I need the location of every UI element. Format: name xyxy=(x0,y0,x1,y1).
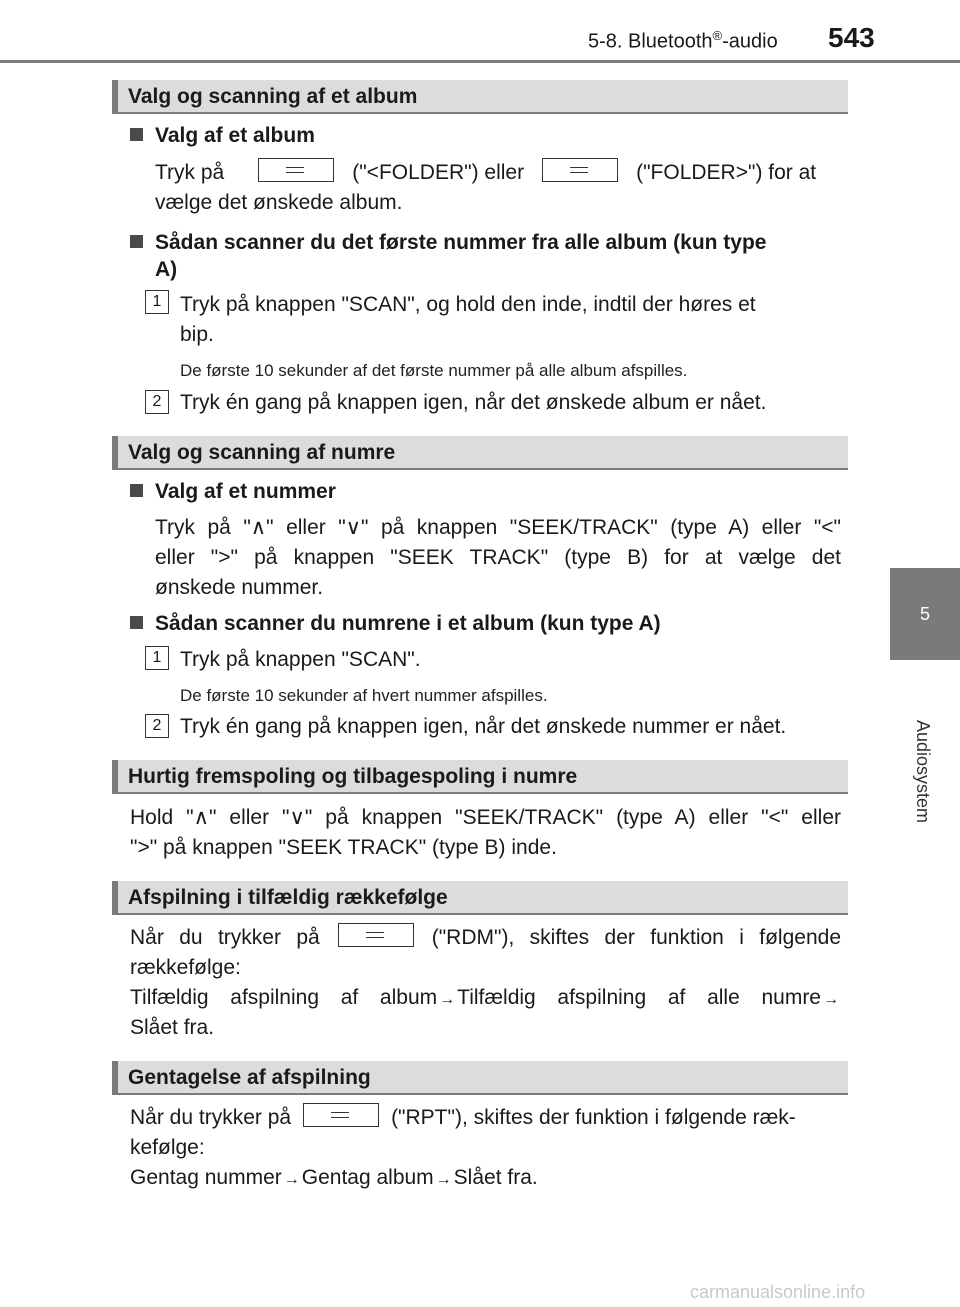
step-number: 2 xyxy=(145,714,169,738)
tracks-step1-text: Tryk på knappen "SCAN". xyxy=(180,648,421,671)
album-step1-line-1: Tryk på knappen "SCAN", og hold den inde, indtil der høres et xyxy=(180,293,756,316)
step-number: 1 xyxy=(145,646,169,670)
chapter-label: Audiosystem xyxy=(913,720,933,824)
random-flow-end: Slået fra. xyxy=(130,1016,215,1039)
step-number: 1 xyxy=(145,290,169,314)
rdm-button-icon xyxy=(338,923,414,947)
section-title-repeat: Gentagelse af afspilning xyxy=(112,1061,848,1095)
select-album-line-2: vælge det ønskede album. xyxy=(155,191,403,214)
tracks-step2-text: Tryk én gang på knappen igen, når det ønskede nummer er nået. xyxy=(180,715,787,738)
album-step2-text: Tryk én gang på knappen igen, når det ønskede album er nået. xyxy=(180,391,767,414)
bullet-square-icon xyxy=(130,484,143,497)
arrow-right-icon: → xyxy=(435,1171,452,1188)
watermark: carmanualsonline.info xyxy=(690,1282,866,1302)
folder-down-button-icon xyxy=(258,158,334,182)
tracks-step1-note: De første 10 sekunder af hvert nummer afspilles. xyxy=(180,686,548,705)
folder-up-button-icon xyxy=(542,158,618,182)
section-title-random: Afspilning i tilfældig rækkefølge xyxy=(112,881,848,915)
ffrew-line-2: ">" på knappen "SEEK TRACK" (type B) inde. xyxy=(130,836,557,859)
random-flow: Tilfældig afspilning af album →Tilfældig afspilning af alle numre → xyxy=(130,983,841,1015)
subheading-scan-album-cont: A) xyxy=(155,258,178,281)
subheading-scan-tracks: Sådan scanner du numrene i et album (kun type A) xyxy=(130,612,661,636)
repeat-flow: Gentag nummer →Gentag album →Slået fra. xyxy=(130,1163,538,1195)
arrow-right-icon: → xyxy=(283,1171,300,1188)
step-number: 2 xyxy=(145,390,169,414)
select-track-line-3: ønskede nummer. xyxy=(155,576,324,599)
rpt-button-icon xyxy=(303,1103,379,1127)
random-line-2: rækkefølge: xyxy=(130,956,241,979)
section-title-ffrew: Hurtig fremspoling og tilbagespoling i numre xyxy=(112,760,848,794)
section-title-tracks: Valg og scanning af numre xyxy=(112,436,848,470)
repeat-line-2: kefølge: xyxy=(130,1136,205,1159)
subheading-select-track: Valg af et nummer xyxy=(130,480,336,504)
header-divider xyxy=(0,60,960,63)
chapter-tab[interactable]: 5 xyxy=(890,568,960,660)
repeat-line-1: Når du trykker på ("RPT"), skiftes der funktion i følgende ræk- xyxy=(130,1103,796,1133)
page-number: 543 xyxy=(828,22,875,53)
arrow-right-icon: → xyxy=(823,991,839,1008)
select-track-line-1: Tryk på "∧" eller "∨" på knappen "SEEK/TRACK" (type A) eller "<" xyxy=(155,516,841,539)
bullet-square-icon xyxy=(130,128,143,141)
bullet-square-icon xyxy=(130,616,143,629)
random-line-1: Når du trykker på ("RDM"), skiftes der funktion i følgende xyxy=(130,923,841,953)
section-title-album: Valg og scanning af et album xyxy=(112,80,848,114)
section-reference: 5-8. Bluetooth®-audio xyxy=(588,28,778,53)
subheading-scan-album: Sådan scanner du det første nummer fra alle album (kun type xyxy=(130,228,842,258)
bullet-square-icon xyxy=(130,235,143,248)
album-step1-note: De første 10 sekunder af det første nummer på alle album afspilles. xyxy=(180,361,688,380)
arrow-right-icon: → xyxy=(439,991,456,1008)
ffrew-line-1: Hold "∧" eller "∨" på knappen "SEEK/TRACK" (type A) eller "<" eller xyxy=(130,806,841,829)
subheading-select-album: Valg af et album xyxy=(130,124,315,148)
select-album-line-1: Tryk på ("<FOLDER") eller ("FOLDER>") for at xyxy=(155,158,841,188)
album-step1-line-2: bip. xyxy=(180,323,214,346)
select-track-line-2: eller ">" på knappen "SEEK TRACK" (type B) for at vælge det xyxy=(155,546,841,569)
